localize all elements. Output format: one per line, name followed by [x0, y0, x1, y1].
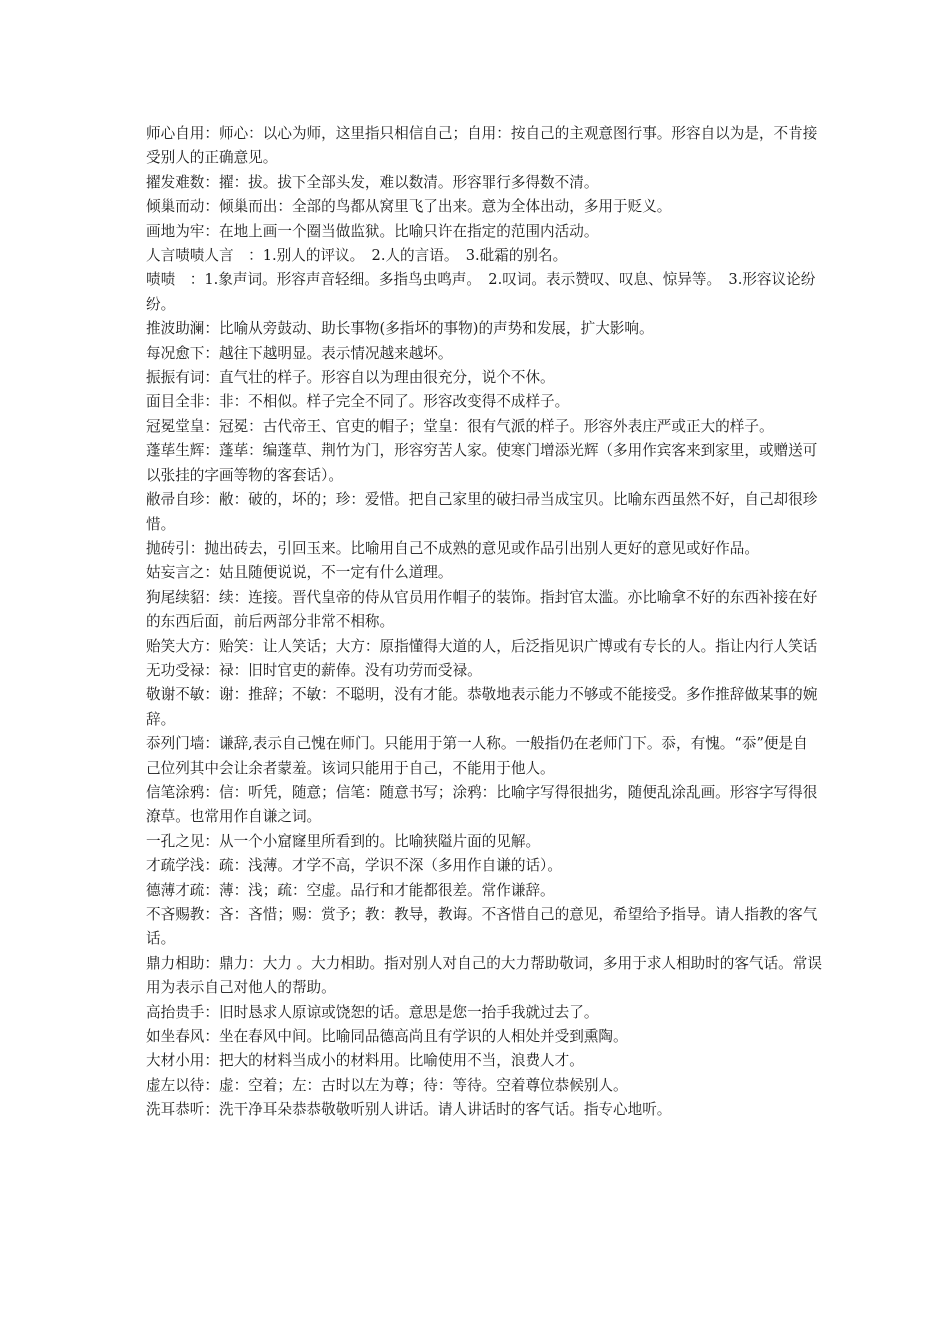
idiom-entry: 不吝赐教：吝：吝惜；赐：赏予；教：教导，教诲。不吝惜自己的意见，希望给予指导。请人指教的客气话。 — [146, 906, 818, 948]
idiom-entry: 人言啧啧人言 ：1.别人的评议。 2.人的言语。 3.砒霜的别名。 — [146, 247, 568, 265]
idiom-entry: 敬谢不敏：谢：推辞；不敏：不聪明，没有才能。恭敬地表示能力不够或不能接受。多作推辞做某事的婉辞。 — [146, 686, 818, 728]
idiom-entry: 无功受禄：禄：旧时官吏的薪俸。没有功劳而受禄。 — [146, 661, 482, 679]
idiom-entry: 如坐春风：坐在春风中间。比喻同品德高尚且有学识的人相处并受到熏陶。 — [146, 1028, 628, 1046]
idiom-entry: 师心自用：师心：以心为师，这里指只相信自己；自用：按自己的主观意图行事。形容自以为是，不肯接受别人的正确意见。 — [146, 125, 818, 167]
idiom-entry: 每况愈下：越往下越明显。表示情况越来越坏。 — [146, 344, 453, 362]
idiom-entry: 振振有词：直气壮的样子。形容自以为理由很充分，说个不休。 — [146, 369, 555, 387]
idiom-entry: 洗耳恭听：洗干净耳朵恭恭敬敬听别人讲话。请人讲话时的客气话。指专心地听。 — [146, 1101, 672, 1119]
idiom-entry: 一孔之见：从一个小窟窿里所看到的。比喻狭隘片面的见解。 — [146, 832, 541, 850]
idiom-entry: 大材小用：把大的材料当成小的材料用。比喻使用不当，浪费人才。 — [146, 1052, 584, 1070]
idiom-entry: 倾巢而动：倾巢而出：全部的鸟都从窝里飞了出来。意为全体出动，多用于贬义。 — [146, 198, 672, 216]
idiom-entry: 擢发难数：擢：拔。拔下全部头发，难以数清。形容罪行多得数不清。 — [146, 173, 599, 191]
idiom-entry: 蓬荜生辉：蓬荜：编蓬草、荆竹为门，形容穷苦人家。使寒门增添光辉（多用作宾客来到家里，或赠送可以张挂的字画等物的客套话）。 — [146, 442, 818, 484]
document-body — [146, 122, 822, 1123]
idiom-entry: 贻笑大方：贻笑：让人笑话；大方：原指懂得大道的人，后泛指见识广博或有专长的人。指让内行人笑话 — [146, 637, 818, 655]
idiom-entry: 才疏学浅：疏：浅薄。才学不高，学识不深（多用作自谦的话）。 — [146, 857, 562, 875]
idiom-entry: 信笔涂鸦：信：听凭，随意；信笔：随意书写；涂鸦：比喻字写得很拙劣，随便乱涂乱画。形容字写得很潦草。也常用作自谦之词。 — [146, 783, 818, 826]
idiom-entry: 抛砖引：抛出砖去，引回玉来。比喻用自己不成熟的意见或作品引出别人更好的意见或好作品。 — [146, 539, 759, 557]
idiom-entry: 高抬贵手：旧时恳求人原谅或饶恕的话。意思是您一抬手我就过去了。 — [146, 1003, 599, 1021]
idiom-entry: 虚左以待：虚：空着；左：古时以左为尊；待：等待。空着尊位恭候别人。 — [146, 1076, 628, 1094]
idiom-entry: 推波助澜：比喻从旁鼓动、助长事物(多指坏的事物)的声势和发展，扩大影响。 — [146, 320, 654, 338]
idiom-entry: 画地为牢：在地上画一个圈当做监狱。比喻只许在指定的范围内活动。 — [146, 222, 599, 240]
idiom-entry: 忝列门墙：谦辞,表示自己愧在师门。只能用于第一人称。一般指仍在老师门下。忝，有愧。“忝”便是自己位列其中会让余者蒙羞。该词只能用于自己，不能用于他人。 — [146, 735, 808, 777]
idiom-entry: 鼎力相助：鼎力：大力 。大力相助。指对别人对自己的大力帮助敬词，多用于求人相助时的客气话。常误用为表示自己对他人的帮助。 — [146, 954, 822, 997]
idiom-entry: 啧啧 ：1.象声词。形容声音轻细。多指鸟虫鸣声。 2.叹词。表示赞叹、叹息、惊异等。 3.形容议论纷纷。 — [146, 271, 816, 313]
idiom-entry: 德薄才疏：薄：浅；疏：空虚。品行和才能都很差。常作谦辞。 — [146, 881, 555, 899]
idiom-entry: 敝帚自珍：敝：破的，坏的；珍：爱惜。把自己家里的破扫帚当成宝贝。比喻东西虽然不好，自己却很珍惜。 — [146, 491, 818, 533]
idiom-entry: 狗尾续貂：续：连接。晋代皇帝的侍从官员用作帽子的装饰。指封官太滥。亦比喻拿不好的东西补接在好的东西后面，前后两部分非常不相称。 — [146, 588, 818, 631]
idiom-entry: 面目全非：非：不相似。样子完全不同了。形容改变得不成样子。 — [146, 393, 570, 411]
idiom-entry: 姑妄言之：姑且随便说说，不一定有什么道理。 — [146, 564, 453, 582]
idiom-entry: 冠冕堂皇：冠冕：古代帝王、官吏的帽子；堂皇：很有气派的样子。形容外表庄严或正大的样子。 — [146, 417, 774, 435]
